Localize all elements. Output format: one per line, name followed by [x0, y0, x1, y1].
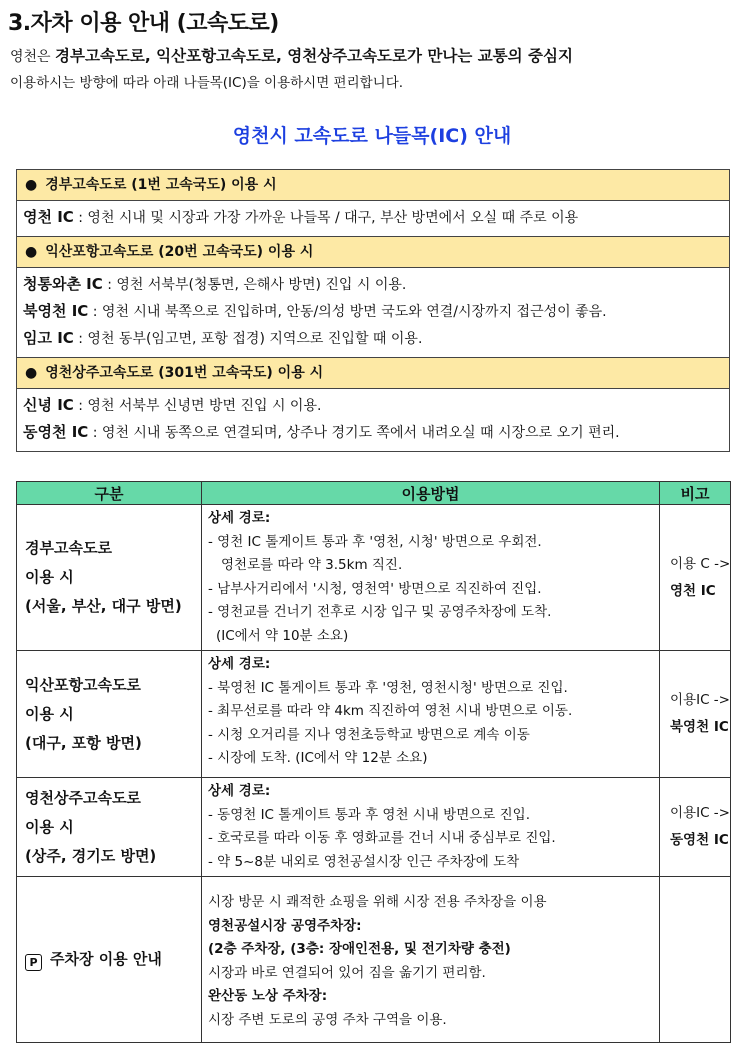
intro-line-2: 이용하시는 방향에 따라 아래 나들목(IC)을 이용하시면 편리합니다. [10, 75, 404, 91]
page-heading: 3.자차 이용 안내 (고속도로) [8, 11, 279, 36]
parking-line: (2층 주차장, (3층: 장애인전용, 및 전기차량 충전) [208, 941, 511, 957]
method-line: 영천로를 따라 약 3.5km 직진. [221, 557, 403, 573]
ic-item [23, 271, 723, 298]
table-row [17, 778, 731, 877]
parking-line: 시장 방문 시 쾌적한 쇼핑을 위해 시장 전용 주차장을 이용 [208, 894, 547, 910]
parking-label [25, 945, 201, 974]
bullet-icon: ● [25, 365, 38, 381]
col-header-note: 비고 [660, 482, 731, 505]
ic-desc: : 영천 시내 동쪽으로 연결되며, 상주나 경기도 쪽에서 내려오실 때 시장으로 오기 편리. [88, 425, 620, 441]
intro-line-1 [10, 44, 573, 66]
category-line: 익산포항고속도로 [25, 675, 141, 694]
method-title: 상세 경로: [208, 783, 271, 799]
method-line: - 호국로를 따라 이동 후 영화교를 건너 시내 중심부로 진입. [208, 830, 556, 846]
parking-line: 시장 주변 도로의 공영 주차 구역을 이용. [208, 1011, 447, 1028]
row-category [17, 505, 202, 651]
intro-bold: 경부고속도로, 익산포항고속도로, 영천상주고속도로가 만나는 교통의 중심지 [55, 47, 573, 65]
table-row-parking [17, 877, 731, 1043]
section-header-label: 경부고속도로 (1번 고속국도) 이용 시 [45, 177, 277, 193]
category-line: 이용 시 [25, 704, 74, 723]
method-line: - 영천교를 건너기 전후로 시장 입구 및 공영주차장에 도착. [208, 604, 552, 620]
ic-guide-box [16, 169, 730, 452]
ic-name: 신녕 IC [23, 396, 74, 414]
row-note [660, 505, 731, 651]
section-header-label: 영천상주고속도로 (301번 고속국도) 이용 시 [45, 365, 324, 381]
category-line: 이용 시 [25, 817, 74, 836]
ic-desc: : 영천 서북부(청통면, 은해사 방면) 진입 시 이용. [102, 277, 407, 293]
section-header-yeongcheon-sangju [17, 358, 729, 389]
method-title: 상세 경로: [208, 510, 271, 526]
route-table [16, 481, 731, 1043]
category-line: (대구, 포항 방면) [25, 733, 142, 752]
section-body-gyeongbu [17, 201, 729, 237]
section-header-label: 익산포항고속도로 (20번 고속국도) 이용 시 [45, 244, 314, 260]
row-note [660, 651, 731, 778]
note-line: 이용IC -> [670, 805, 730, 821]
method-line: - 최무선로를 따라 약 4km 직진하여 영천 시내 방면으로 이동. [208, 703, 573, 719]
ic-item [23, 392, 723, 419]
section-header-gyeongbu [17, 170, 729, 201]
row-note [660, 778, 731, 877]
bullet-icon: ● [25, 177, 38, 193]
table-row [17, 651, 731, 778]
parking-label-text: 주차장 이용 안내 [50, 950, 162, 968]
col-header-category: 구분 [17, 482, 202, 505]
category-line: 이용 시 [25, 568, 74, 586]
section-subtitle: 영천시 고속도로 나들목(IC) 안내 [232, 125, 512, 147]
note-line: 이용 C -> [670, 555, 731, 572]
method-line: - 영천 IC 톨게이트 통과 후 '영천, 시청' 방면으로 우회전. [208, 533, 542, 550]
section-header-iksan-pohang [17, 237, 729, 268]
category-line: (상주, 경기도 방면) [25, 846, 157, 865]
note-ic: 영천 IC [670, 582, 716, 599]
row-category [17, 778, 202, 877]
row-category [17, 877, 202, 1043]
category-line: 영천상주고속도로 [25, 788, 141, 807]
method-line: - 시장에 도착. (IC에서 약 12분 소요) [208, 750, 428, 766]
ic-name: 영천 IC [23, 208, 74, 226]
ic-item [23, 204, 723, 231]
method-line: (IC에서 약 10분 소요) [216, 627, 349, 644]
method-line: - 약 5~8분 내외로 영천공설시장 인근 주차장에 도착 [208, 853, 520, 870]
row-method [202, 505, 660, 651]
col-header-method: 이용방법 [202, 482, 660, 505]
row-method [202, 651, 660, 778]
category-line: 경부고속도로 [25, 539, 112, 557]
ic-item [23, 325, 723, 352]
intro-prefix: 영천은 [10, 49, 56, 65]
note-line: 이용IC -> [670, 692, 730, 708]
parking-icon: P [25, 954, 42, 971]
table-header-row [17, 482, 731, 505]
table-row [17, 505, 731, 651]
row-category [17, 651, 202, 778]
method-line: - 시청 오거리를 지나 영천초등학교 방면으로 계속 이동 [208, 726, 530, 743]
row-method [202, 877, 660, 1043]
method-line: - 동영천 IC 톨게이트 통과 후 영천 시내 방면으로 진입. [208, 806, 531, 823]
row-note-empty [660, 877, 731, 1043]
ic-name: 북영천 IC [23, 302, 89, 320]
note-ic: 동영천 IC [670, 832, 729, 848]
ic-desc: : 영천 동부(임고면, 포항 접경) 지역으로 진입할 때 이용. [73, 331, 423, 347]
ic-name: 동영천 IC [23, 423, 89, 441]
ic-desc: : 영천 시내 및 시장과 가장 가까운 나들목 / 대구, 부산 방면에서 오실 때 주로 이용 [73, 210, 579, 226]
note-ic: 북영천 IC [670, 719, 729, 735]
parking-line: 시장과 바로 연결되어 있어 짐을 옮기기 편리함. [208, 964, 486, 981]
ic-desc: : 영천 서북부 신녕면 방면 진입 시 이용. [73, 398, 322, 414]
row-method [202, 778, 660, 877]
ic-item [23, 419, 723, 446]
category-line: (서울, 부산, 대구 방면) [25, 597, 182, 615]
method-title: 상세 경로: [208, 656, 271, 672]
ic-name: 임고 IC [23, 329, 74, 347]
section-body-yeongcheon-sangju [17, 389, 729, 451]
parking-line: 영천공설시장 공영주차장: [208, 917, 362, 934]
parking-line: 완산동 노상 주차장: [208, 988, 328, 1004]
ic-item [23, 298, 723, 325]
method-line: - 북영천 IC 톨게이트 통과 후 '영천, 영천시청' 방면으로 진입. [208, 679, 568, 696]
section-body-iksan-pohang [17, 268, 729, 358]
method-line: - 남부사거리에서 '시청, 영천역' 방면으로 직진하여 진입. [208, 580, 542, 597]
ic-desc: : 영천 시내 북쪽으로 진입하며, 안동/의성 방면 국도와 연결/시장까지 접근성이 좋음. [88, 304, 607, 320]
bullet-icon: ● [25, 244, 38, 260]
ic-name: 청통와촌 IC [23, 275, 103, 293]
